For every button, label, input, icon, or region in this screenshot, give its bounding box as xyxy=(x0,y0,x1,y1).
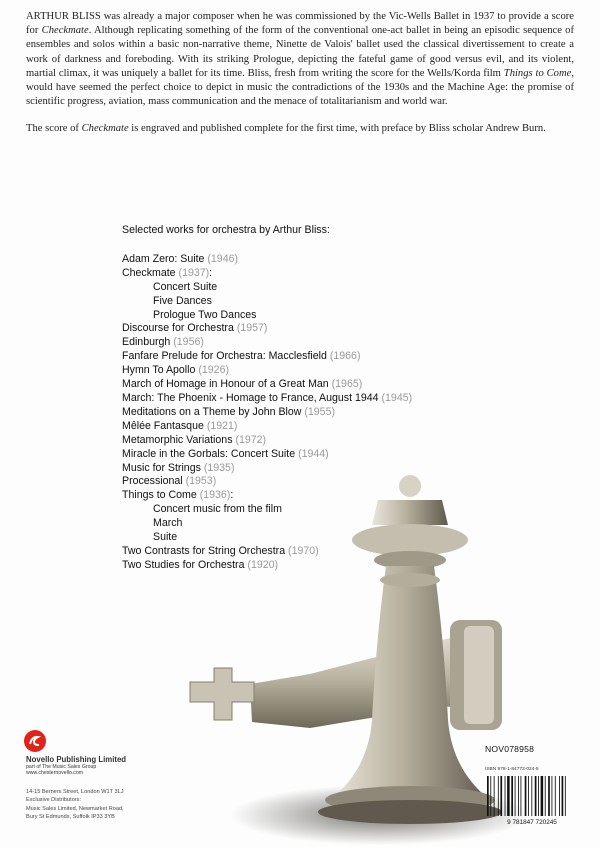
work-year: (1970) xyxy=(288,544,319,557)
works-heading: Selected works for orchestra by Arthur Bliss: xyxy=(122,224,330,236)
work-item xyxy=(122,392,542,406)
work-item xyxy=(122,434,542,448)
work-title-italic: Checkmate xyxy=(41,25,89,37)
address-line: 14-15 Berners Street, London W1T 3LJ xyxy=(26,789,124,795)
publisher-block xyxy=(26,755,176,777)
work-title: Mêlée Fantasque xyxy=(122,419,204,432)
work-year: (1945) xyxy=(381,391,413,404)
work-year: (1936) xyxy=(199,489,231,502)
work-item xyxy=(122,267,542,281)
composer-name: ARTHUR BLISS xyxy=(26,11,101,22)
work-title: Discourse for Orchestra xyxy=(122,322,234,335)
work-item xyxy=(122,364,542,378)
work-item xyxy=(122,406,542,420)
work-title: March: The Phoenix - Homage to France, August 1944 xyxy=(122,391,379,404)
publisher-logo xyxy=(24,730,46,752)
work-title: March xyxy=(153,517,183,530)
work-year: (1955) xyxy=(304,405,335,418)
work-subitem xyxy=(122,295,542,309)
work-title-italic: Things to Come xyxy=(503,67,572,79)
text-run: . Although replicating something of the form of the conventional one-act ballet in being an episodic sequence of ensembles and solos within a basic non-narrative theme, Ninette de Valois' ballet used the classical divertissement to create a work of darkness and foreboding. With its striking Prologue, depicting the fateful game of good versus evil, and its violent, martial climax, it was uniquely a ballet for its time. Bliss, fresh from writing the score for the Wells/Korda film xyxy=(26,25,574,79)
publisher-name: Novello Publishing Limited xyxy=(26,755,127,764)
work-title: Prologue Two Dances xyxy=(153,308,257,321)
work-item xyxy=(122,350,542,364)
text-run: , would have seemed the perfect choice to depict in music the contradictions of the 1930s and the Machine Age: the promise of scientific progress, aviation, mass communication and the menace of totalitarianism and world war. xyxy=(26,67,574,108)
description-paragraph-2 xyxy=(26,122,574,136)
address-line: Music Sales Limited, Newmarket Road, xyxy=(26,805,124,812)
text-run: is engraved and published complete for the first time, with preface by Bliss scholar Andrew Burn. xyxy=(128,123,546,135)
work-title: Concert Suite xyxy=(153,280,218,293)
work-year: (1956) xyxy=(173,336,204,349)
address-line: Exclusive Distributors: xyxy=(26,797,82,804)
publisher-group: part of The Music Sales Group xyxy=(26,764,97,770)
work-title: Checkmate xyxy=(122,266,176,279)
work-title: Edinburgh xyxy=(122,336,171,349)
text-run: was already a major composer when he was commissioned by the Vic-Wells Ballet in 1937 to provide a score for xyxy=(26,11,574,37)
work-title: Two Studies for Orchestra xyxy=(122,558,245,571)
work-year: (1965) xyxy=(331,378,363,391)
work-year: (1921) xyxy=(206,419,238,432)
work-title: Two Contrasts for String Orchestra xyxy=(122,544,286,557)
work-title: Five Dances xyxy=(153,294,212,307)
catalogue-number: NOV078958 xyxy=(485,744,535,754)
work-title: Concert music from the film xyxy=(153,503,282,516)
work-year: (1920) xyxy=(247,558,279,571)
description-paragraph-1 xyxy=(26,10,574,109)
work-item xyxy=(122,336,542,350)
work-subitem xyxy=(122,309,542,323)
work-suffix: : xyxy=(230,489,234,502)
work-year: (1966) xyxy=(329,350,361,363)
work-item xyxy=(122,322,542,336)
publisher-address xyxy=(26,788,186,822)
work-title-italic: Checkmate xyxy=(81,123,129,135)
work-title: Miracle in the Gorbals: Concert Suite xyxy=(122,447,296,460)
work-title: Things to Come xyxy=(122,489,197,502)
work-subitem xyxy=(122,281,542,295)
work-title: Adam Zero: Suite xyxy=(122,252,205,265)
work-item xyxy=(122,378,542,392)
work-title: Processional xyxy=(122,475,183,488)
work-year: (1972) xyxy=(235,433,267,446)
work-title: Suite xyxy=(153,531,178,544)
work-item xyxy=(122,448,542,462)
work-item xyxy=(122,253,542,267)
work-year: (1935) xyxy=(203,461,235,474)
work-year: (1926) xyxy=(198,364,229,377)
work-year: (1946) xyxy=(207,252,239,265)
work-title: Meditations on a Theme by John Blow xyxy=(122,405,302,418)
work-year: (1937) xyxy=(178,266,210,279)
address-line: Bury St Edmunds, Suffolk IP33 3YB xyxy=(26,814,115,821)
work-suffix: : xyxy=(209,266,213,279)
isbn-text: ISBN 978-1-84772-024-5 xyxy=(485,767,539,772)
work-year: (1944) xyxy=(298,447,329,460)
work-title: Metamorphic Variations xyxy=(122,433,233,446)
work-year: (1953) xyxy=(185,475,217,488)
work-title: Hymn To Apollo xyxy=(122,364,196,377)
description-text xyxy=(26,10,574,150)
barcode xyxy=(483,776,581,826)
work-title: March of Homage in Honour of a Great Man xyxy=(122,378,329,391)
work-year: (1957) xyxy=(236,322,268,335)
fallen-king-icon xyxy=(190,620,502,730)
work-title: Music for Strings xyxy=(122,461,201,474)
work-title: Fanfare Prelude for Orchestra: Macclesfield xyxy=(122,350,327,363)
chess-pieces-image xyxy=(180,470,525,847)
barcode-digits: 9 781847 720245 xyxy=(507,819,557,826)
text-run: The score of xyxy=(26,123,82,135)
publisher-url: www.chesternovello.com xyxy=(26,770,84,777)
work-item xyxy=(122,420,542,434)
